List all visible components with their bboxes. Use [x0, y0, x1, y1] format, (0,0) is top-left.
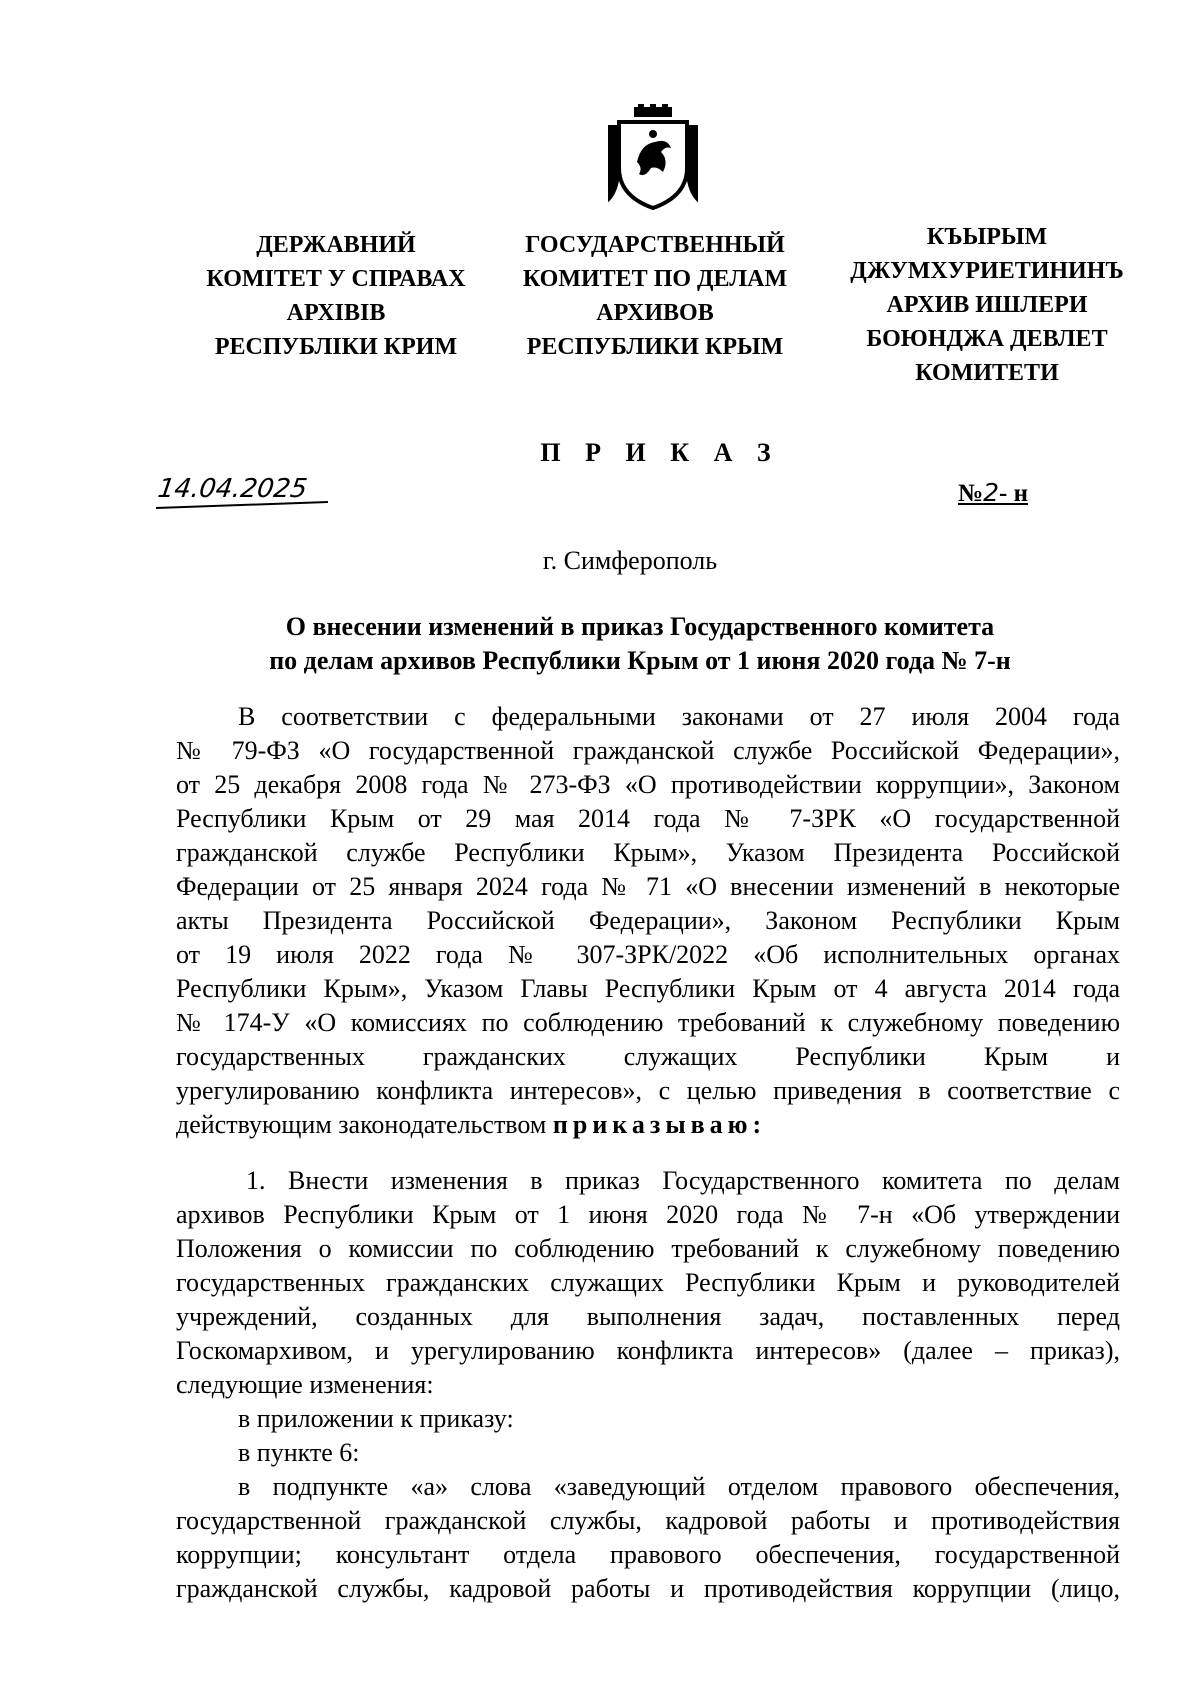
header-line: ДЕРЖАВНИЙ — [256, 232, 416, 258]
header-line: КЪЫРЫМ — [926, 224, 1048, 250]
crimea-coat-of-arms-icon — [605, 104, 701, 212]
body-line — [176, 1108, 1120, 1142]
subject-line: по делам архивов Республики Крым от 1 июня 2020 года № 7-н — [269, 646, 1011, 675]
body-line: Положения о комиссии по соблюдению требований к служебному поведению — [176, 1234, 1120, 1263]
order-number-prefix: № — [958, 480, 984, 507]
order-body — [176, 700, 1120, 1606]
body-line: в приложении к приказу: — [238, 1404, 514, 1433]
body-line: 1. Внести изменения в приказ Государственного комитета по делам — [246, 1166, 1120, 1195]
order-number — [958, 478, 1028, 508]
body-line: государственных гражданских служащих Республики Крым и руководителей — [176, 1268, 1120, 1297]
body-line: гражданской службе Республики Крым», Указом Президента Российской — [176, 838, 1120, 867]
header-line: ГОСУДАРСТВЕННЫЙ — [525, 232, 785, 258]
body-line: акты Президента Российской Федерации», Законом Республики Крым — [176, 906, 1120, 935]
body-line: В соответствии с федеральными законами от 27 июля 2004 года — [238, 702, 1120, 731]
body-line: урегулированию конфликта интересов», с целью приведения в соответствие с — [176, 1076, 1120, 1105]
header-line: АРХІВІВ — [286, 300, 386, 326]
body-line: коррупции; консультант отдела правового обеспечения, государственной — [176, 1540, 1120, 1569]
order-number-suffix: - н — [999, 480, 1029, 507]
body-line: государственных гражданских служащих Республики Крым и — [176, 1042, 1120, 1071]
subject-line: О внесении изменений в приказ Государственного комитета — [285, 612, 995, 641]
order-subject — [160, 610, 1120, 678]
body-line: в подпункте «а» слова «заведующий отделом правового обеспечения, — [238, 1472, 1120, 1501]
header-line: РЕСПУБЛИКИ КРЫМ — [526, 334, 784, 360]
preamble-last-text: действующим законодательством — [176, 1110, 547, 1139]
body-line: гражданской службы, кадровой работы и противодействия коррупции (лицо, — [176, 1574, 1120, 1603]
header-line: БОЮНДЖА ДЕВЛЕТ — [866, 326, 1108, 352]
body-line: архивов Республики Крым от 1 июня 2020 года № 7-н «Об утверждении — [176, 1200, 1120, 1229]
body-line: учреждений, созданных для выполнения задач, поставленных перед — [176, 1302, 1120, 1331]
body-line: государственной гражданской службы, кадровой работы и противодействия — [176, 1506, 1120, 1535]
header-line: КОМІТЕТ У СПРАВАХ — [206, 266, 466, 292]
body-line: следующие изменения: — [176, 1370, 434, 1399]
body-line: Госкомархивом, и урегулированию конфликта интересов» (далее – приказ), — [176, 1336, 1120, 1365]
header-line: РЕСПУБЛІКИ КРИМ — [214, 334, 458, 360]
body-line: Республики Крым от 29 мая 2014 года № 7-ЗРК «О государственной — [176, 804, 1120, 833]
body-line: от 19 июля 2022 года № 307-ЗРК/2022 «Об исполнительных органах — [176, 940, 1120, 969]
order-date-handwritten: 14.04.2025 — [155, 474, 309, 504]
order-word: приказываю: — [552, 1110, 767, 1139]
body-line: Федерации от 25 января 2024 года № 71 «О внесении изменений в некоторые — [176, 872, 1120, 901]
body-line: № 174-У «О комиссиях по соблюдению требований к служебному поведению — [176, 1008, 1120, 1037]
header-line: АРХИВ ИШЛЕРИ — [886, 292, 1088, 318]
header-line: КОМИТЕТИ — [915, 360, 1059, 386]
header-line: КОМИТЕТ ПО ДЕЛАМ — [522, 266, 788, 292]
header-line: АРХИВОВ — [596, 300, 714, 326]
body-line: в пункте 6: — [238, 1438, 360, 1467]
body-line: от 25 декабря 2008 года № 273-ФЗ «О противодействии коррупции», Законом — [176, 770, 1120, 799]
header-line: ДЖУМХУРИЕТИНИНЪ — [850, 258, 1124, 284]
header-russian — [512, 228, 798, 364]
order-number-handwritten: 2 — [983, 478, 1000, 507]
order-title: П Р И К А З — [540, 438, 780, 467]
header-crimean-tatar — [842, 220, 1132, 390]
body-line: Республики Крым», Указом Главы Республики Крым от 4 августа 2014 года — [176, 974, 1120, 1003]
city: г. Симферополь — [542, 546, 718, 575]
header-ukrainian — [195, 228, 477, 364]
body-line: № 79-ФЗ «О государственной гражданской службе Российской Федерации», — [176, 736, 1120, 765]
